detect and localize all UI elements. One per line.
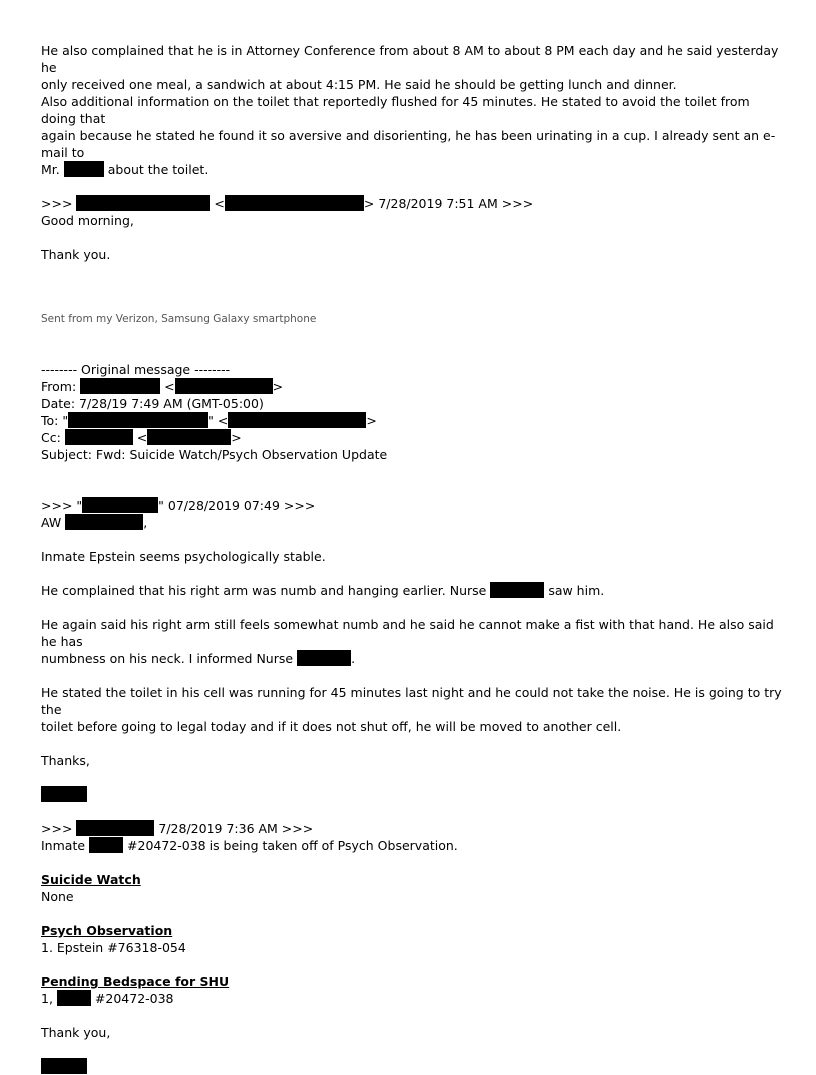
body-line <box>41 837 786 854</box>
redaction-block <box>65 429 133 445</box>
redaction-block <box>41 1058 87 1074</box>
redaction-block <box>175 378 273 394</box>
forward-header <box>41 195 786 212</box>
body-line: He again said his right arm still feels somewhat numb and he said he cannot make a fist with that hand. He also said he has <box>41 617 774 649</box>
header-suffix: > 7/28/2019 7:51 AM >>> <box>363 196 534 211</box>
body-line <box>41 161 786 178</box>
body-text: Inmate <box>41 838 86 853</box>
thanks: Thanks, <box>41 753 90 768</box>
quote: " <box>208 413 214 428</box>
body-line: toilet before going to legal today and if it does not shut off, he will be moved to another cell. <box>41 719 622 734</box>
cc-label: Cc: <box>41 430 61 445</box>
angle-open: < <box>164 379 175 394</box>
header-prefix: >>> <box>41 821 73 836</box>
period: . <box>351 651 356 666</box>
aw-label: AW <box>41 515 62 530</box>
angle-close: > <box>231 430 242 445</box>
to-label: To: " <box>41 413 69 428</box>
body-line: He stated the toilet in his cell was running for 45 minutes last night and he could not take the noise. He is going to try the <box>41 685 782 717</box>
redaction-block <box>82 497 158 513</box>
header-prefix: >>> " <box>41 498 83 513</box>
body-line: He also complained that he is in Attorney Conference from about 8 AM to about 8 PM each day and he said yesterday he <box>41 43 779 75</box>
body-line: again because he stated he found it so aversive and disorienting, he has been urinating in a cup. I already sent an e-mail to <box>41 128 776 160</box>
forward-header <box>41 820 786 837</box>
greeting: Good morning, <box>41 213 134 228</box>
signature-line <box>41 786 786 803</box>
closing: Thank you, <box>41 1025 111 1040</box>
cc-line <box>41 429 786 446</box>
body-line: Inmate Epstein seems psychologically stable. <box>41 549 326 564</box>
redaction-block <box>490 582 544 598</box>
forward-header <box>41 497 786 514</box>
from-label: From: <box>41 379 77 394</box>
body-text: 1, <box>41 991 53 1006</box>
pending-shu-heading: Pending Bedspace for SHU <box>41 974 230 989</box>
from-line <box>41 378 786 395</box>
body-line: Also additional information on the toilet that reportedly flushed for 45 minutes. He stated to avoid the toilet from doing that <box>41 94 750 126</box>
signature-line <box>41 1058 786 1075</box>
redaction-block <box>76 820 154 836</box>
redaction-block <box>147 429 231 445</box>
header-suffix: " 07/28/2019 07:49 >>> <box>158 498 316 513</box>
subject-line: Subject: Fwd: Suicide Watch/Psych Observation Update <box>41 447 388 462</box>
pending-shu-item <box>41 990 786 1007</box>
redaction-block <box>76 195 210 211</box>
suicide-watch-value: None <box>41 889 74 904</box>
redaction-block <box>228 412 366 428</box>
redaction-block <box>65 514 143 530</box>
body-text: He complained that his right arm was numb and hanging earlier. Nurse <box>41 583 487 598</box>
redaction-block <box>41 786 87 802</box>
thanks: Thank you. <box>41 247 111 262</box>
angle-open: < <box>217 413 229 428</box>
original-message-title: -------- Original message -------- <box>41 362 231 377</box>
psych-observation-item: 1. Epstein #76318-054 <box>41 940 186 955</box>
body-text: #20472-038 <box>94 991 174 1006</box>
angle-open: < <box>136 430 148 445</box>
header-suffix: 7/28/2019 7:36 AM >>> <box>158 821 314 836</box>
angle-close: > <box>366 413 377 428</box>
body-line <box>41 582 786 599</box>
redaction-block <box>57 990 91 1006</box>
salutation <box>41 514 786 531</box>
header-prefix: >>> <box>41 196 73 211</box>
psych-observation-heading: Psych Observation <box>41 923 173 938</box>
date-line: Date: 7/28/19 7:49 AM (GMT-05:00) <box>41 396 264 411</box>
mr-label: Mr. <box>41 162 60 177</box>
suicide-watch-heading: Suicide Watch <box>41 872 141 887</box>
email-document <box>41 42 786 1075</box>
body-text: numbness on his neck. I informed Nurse <box>41 651 294 666</box>
comma: , <box>143 515 148 530</box>
angle-close: > <box>272 379 284 394</box>
body-text: #20472-038 is being taken off of Psych Observation. <box>127 838 458 853</box>
to-line <box>41 412 786 429</box>
redaction-block <box>68 412 208 428</box>
redaction-block <box>225 195 364 211</box>
redaction-block <box>80 378 160 394</box>
redaction-block <box>297 650 351 666</box>
angle-open: < <box>214 196 225 211</box>
body-text: about the toilet. <box>107 162 209 177</box>
signature-note: Sent from my Verizon, Samsung Galaxy smartphone <box>41 313 317 325</box>
redaction-block <box>89 837 123 853</box>
body-text: saw him. <box>548 583 605 598</box>
redaction-block <box>64 161 104 177</box>
body-line: only received one meal, a sandwich at about 4:15 PM. He said he should be getting lunch and dinner. <box>41 77 677 92</box>
body-line <box>41 650 786 667</box>
